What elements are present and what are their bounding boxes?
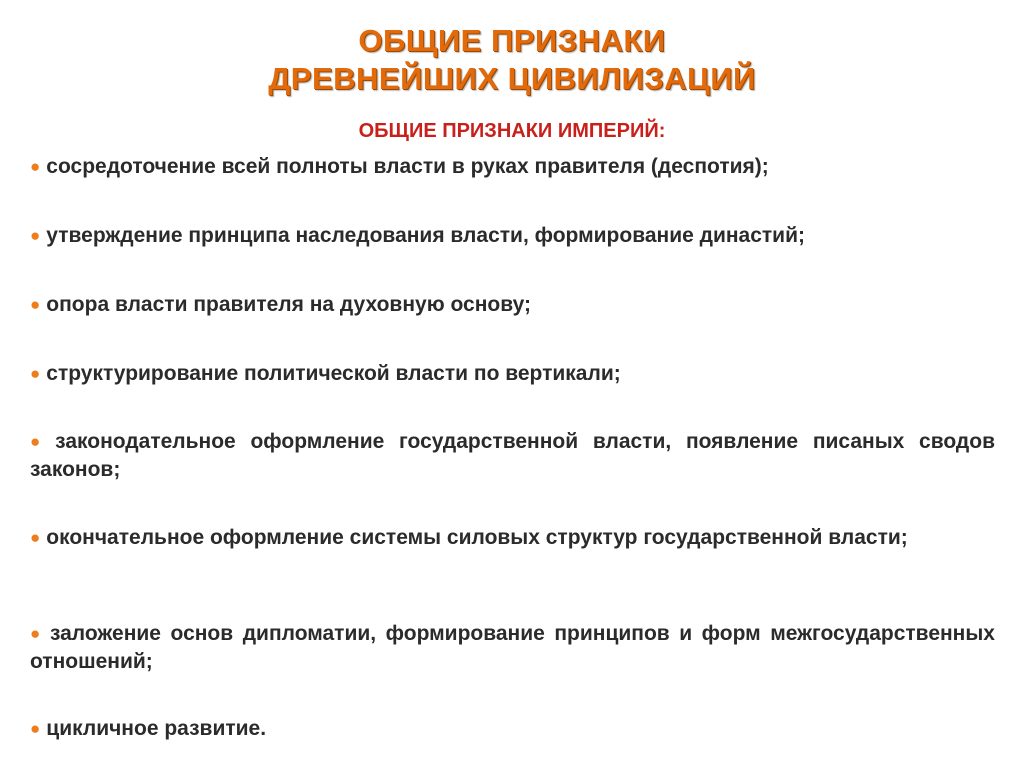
- list-item-text: заложение основ дипломатии, формирование принципов и форм межгосударственных отношений;: [30, 622, 995, 673]
- list-item-text: законодательное оформление государственной власти, появление писаных сводов законов;: [30, 430, 995, 481]
- list-item-text: цикличное развитие.: [46, 717, 267, 740]
- bullet-icon: ●: [30, 295, 41, 314]
- list-item-text: опора власти правителя на духовную основу;: [46, 293, 531, 316]
- list-item: [30, 524, 995, 552]
- bullet-icon: ●: [30, 364, 41, 383]
- list-item: [30, 620, 995, 676]
- bullet-icon: ●: [30, 432, 50, 451]
- bullet-icon: ●: [30, 719, 41, 738]
- list-item: [30, 291, 995, 319]
- bullet-icon: ●: [30, 226, 41, 245]
- bullet-icon: ●: [30, 528, 41, 547]
- list-item: [30, 153, 995, 181]
- section-subtitle: ОБЩИЕ ПРИЗНАКИ ИМПЕРИЙ:: [358, 120, 666, 142]
- list-item: [30, 715, 995, 743]
- list-item-text: утверждение принципа наследования власти, формирование династий;: [46, 224, 805, 247]
- list-item: [30, 360, 995, 388]
- list-item: [30, 222, 995, 250]
- list-item-text: структурирование политической власти по вертикали;: [46, 362, 621, 385]
- list-item-text: окончательное оформление системы силовых структур государственной власти;: [46, 526, 908, 549]
- bullet-icon: ●: [30, 157, 41, 176]
- list-item: [30, 428, 995, 484]
- list-item-text: сосредоточение всей полноты власти в руках правителя (деспотия);: [46, 155, 769, 178]
- title-line-1: ОБЩИЕ ПРИЗНАКИ: [358, 23, 666, 58]
- title-line-2: ДРЕВНЕЙШИХ ЦИВИЛИЗАЦИЙ: [268, 61, 756, 96]
- slide-title: [0, 22, 1024, 98]
- bullet-icon: ●: [30, 624, 44, 643]
